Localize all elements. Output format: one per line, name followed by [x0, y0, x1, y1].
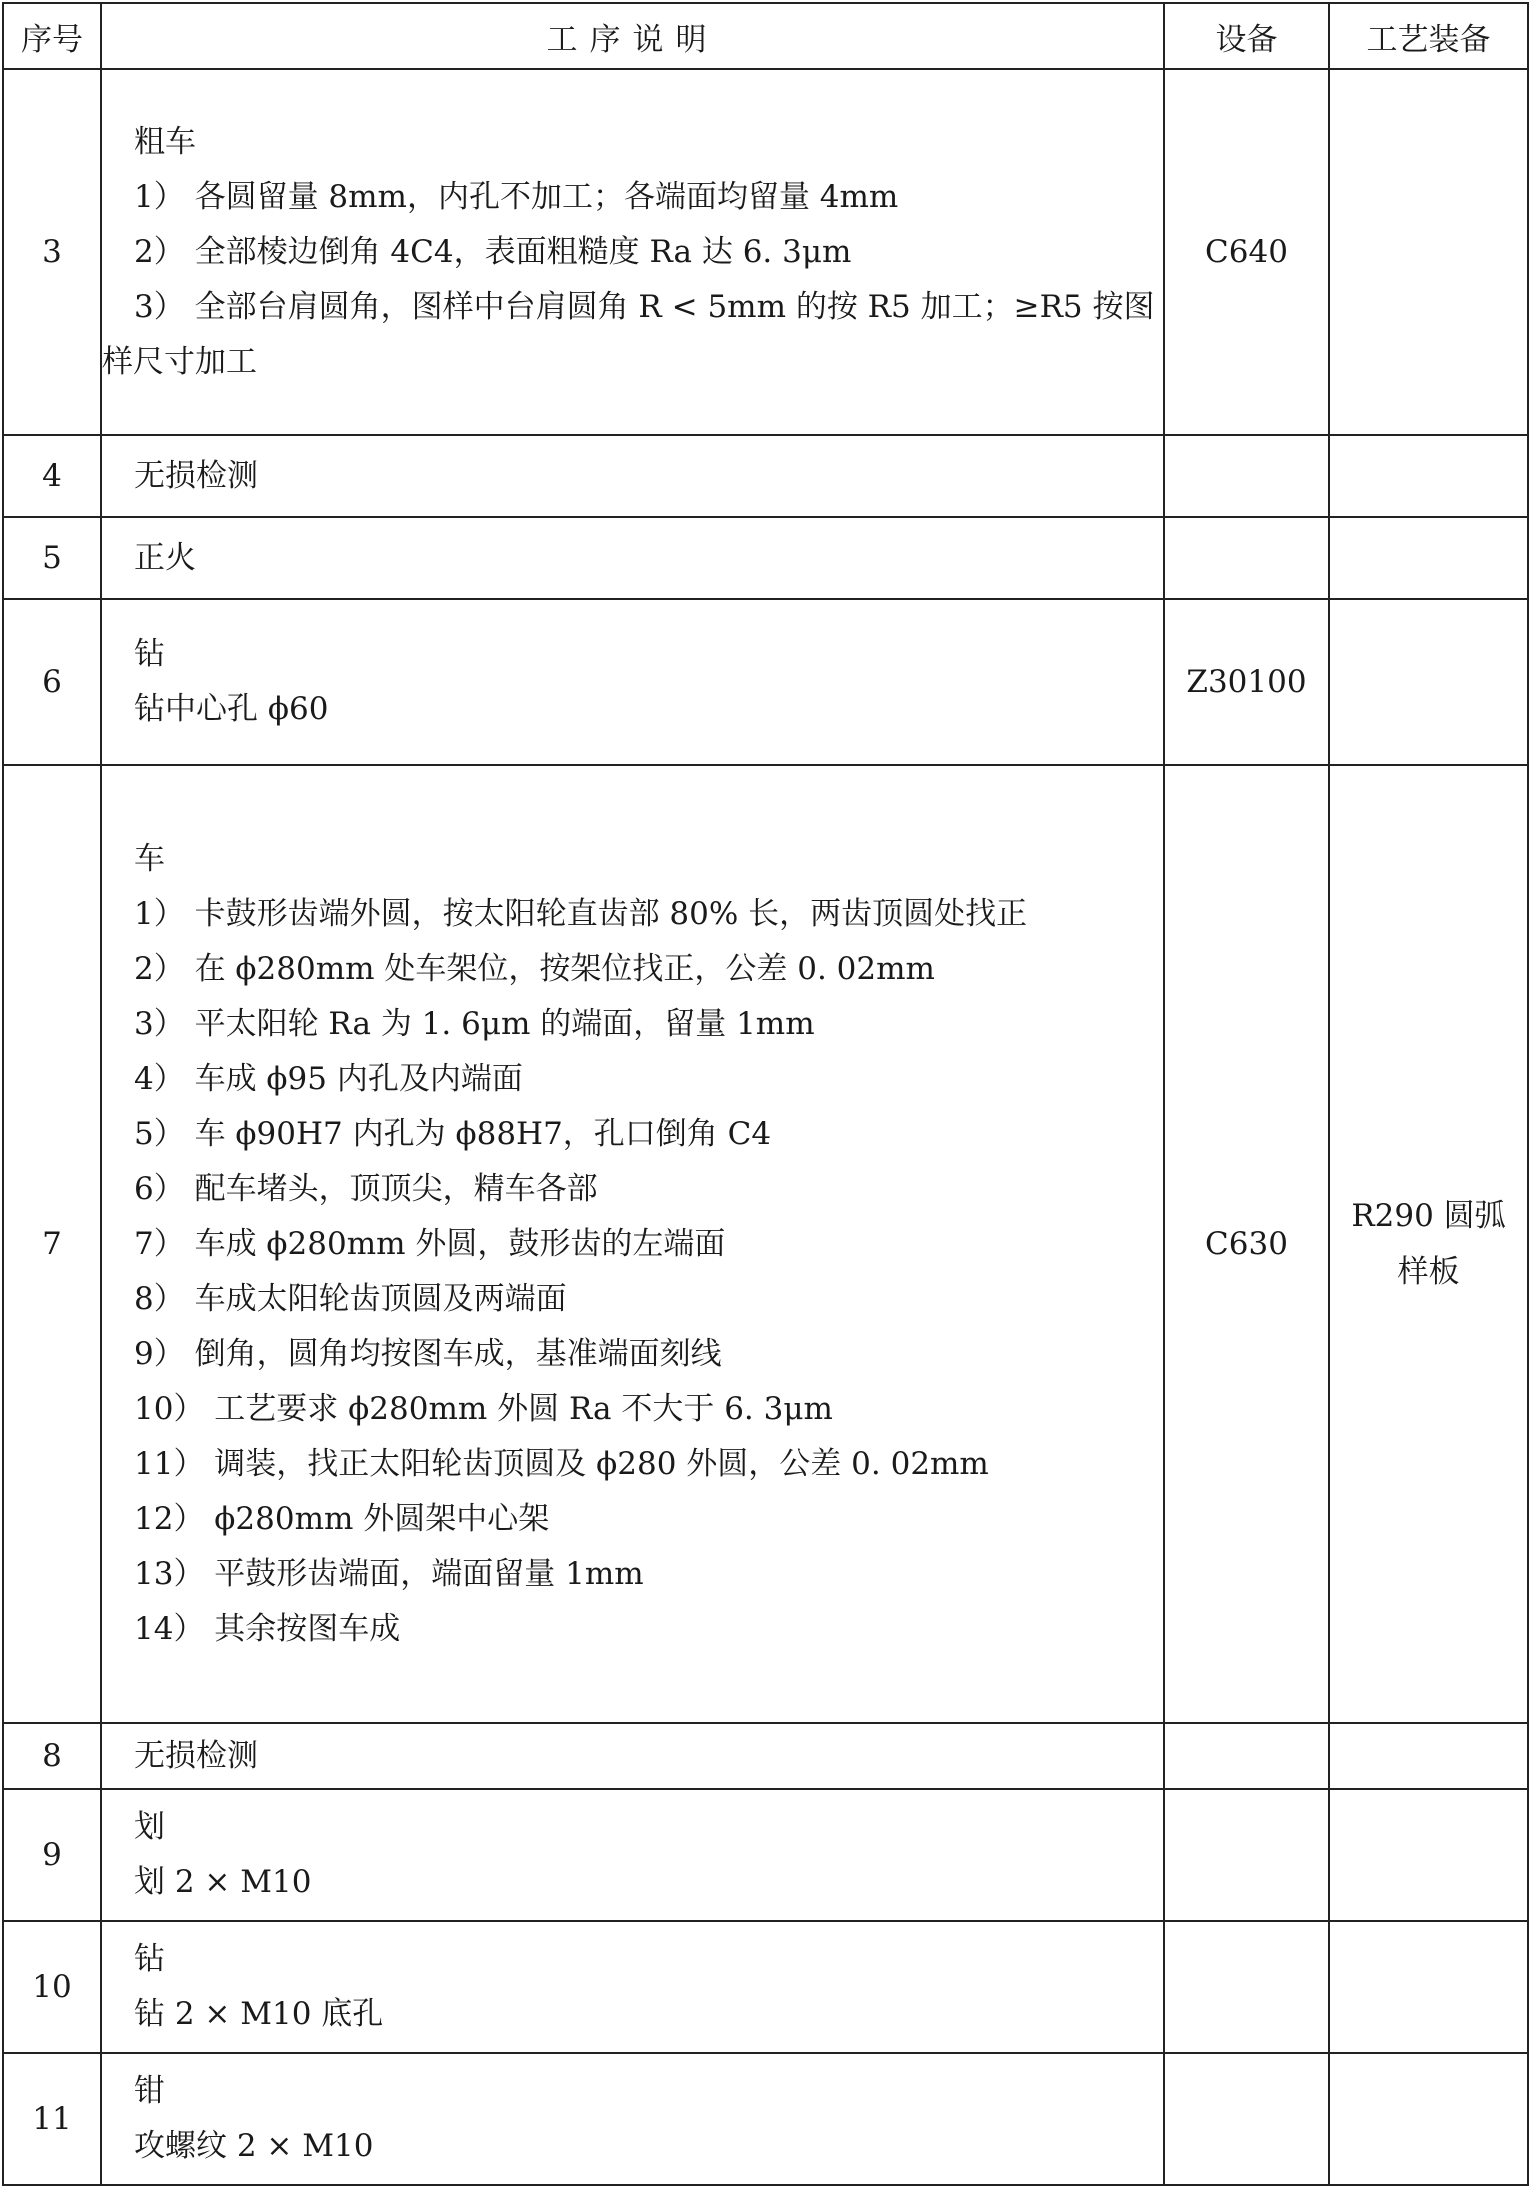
- tooling-line: R290 圆弧: [1351, 1198, 1506, 1234]
- step-title: 钳: [134, 2073, 165, 2109]
- step-title: 无损检测: [134, 457, 258, 494]
- step-line: 11） 调装，找正太阳轮齿顶圆及 ϕ280 外圆，公差 0. 02mm: [134, 1445, 989, 1482]
- equipment-cell: [1164, 517, 1329, 599]
- table-row: [3, 69, 1528, 435]
- step-title: 正火: [134, 539, 196, 576]
- step-number: 5: [3, 517, 101, 599]
- process-table: [2, 2, 1529, 2186]
- step-description: [101, 2053, 1164, 2185]
- table-header: [3, 3, 1528, 69]
- table-row: [3, 1921, 1528, 2053]
- step-title: 粗车: [134, 123, 196, 160]
- header-no: 序号: [3, 3, 101, 69]
- step-line: 13） 平鼓形齿端面，端面留量 1mm: [134, 1555, 644, 1592]
- step-title: 划: [134, 1809, 165, 1845]
- step-line: 钻中心孔 ϕ60: [134, 691, 329, 727]
- step-line: 1） 各圆留量 8mm，内孔不加工；各端面均留量 4mm: [134, 178, 899, 215]
- step-title: 钻: [134, 636, 165, 672]
- tooling-cell: [1329, 2053, 1528, 2185]
- step-number: 9: [3, 1789, 101, 1921]
- equipment-cell: [1164, 435, 1329, 517]
- tooling-cell: [1329, 1789, 1528, 1921]
- table-row: [3, 435, 1528, 517]
- step-number: 10: [3, 1921, 101, 2053]
- step-line: 5） 车 ϕ90H7 内孔为 ϕ88H7，孔口倒角 C4: [134, 1115, 772, 1152]
- step-number: 3: [3, 69, 101, 435]
- step-description: [101, 435, 1164, 517]
- step-number: 6: [3, 599, 101, 765]
- tooling-cell: [1329, 765, 1528, 1723]
- step-line: 6） 配车堵头，顶顶尖，精车各部: [134, 1170, 598, 1207]
- table-row: [3, 2053, 1528, 2185]
- step-description: [101, 1921, 1164, 2053]
- step-description: [101, 765, 1164, 1723]
- step-line: 划 2 × M10: [134, 1864, 312, 1900]
- equipment-cell: C630: [1164, 765, 1329, 1723]
- step-description: [101, 599, 1164, 765]
- equipment-cell: C640: [1164, 69, 1329, 435]
- tooling-line: 样板: [1397, 1254, 1460, 1290]
- table-row: [3, 517, 1528, 599]
- step-description: [101, 1723, 1164, 1789]
- step-line: 3） 平太阳轮 Ra 为 1. 6μm 的端面，留量 1mm: [134, 1005, 815, 1042]
- step-description: [101, 69, 1164, 435]
- tooling-cell: [1329, 435, 1528, 517]
- header-equipment: 设备: [1164, 3, 1329, 69]
- table-row: [3, 765, 1528, 1723]
- step-description: [101, 517, 1164, 599]
- step-title: 车: [134, 840, 165, 877]
- table-row: [3, 599, 1528, 765]
- header-tooling: 工艺装备: [1329, 3, 1528, 69]
- step-number: 8: [3, 1723, 101, 1789]
- step-line: 钻 2 × M10 底孔: [134, 1996, 384, 2032]
- step-number: 11: [3, 2053, 101, 2185]
- step-line: 2） 在 ϕ280mm 处车架位，按架位找正，公差 0. 02mm: [134, 950, 935, 987]
- step-line: 10） 工艺要求 ϕ280mm 外圆 Ra 不大于 6. 3μm: [134, 1390, 833, 1427]
- tooling-cell: [1329, 517, 1528, 599]
- equipment-cell: [1164, 1921, 1329, 2053]
- step-line: 8） 车成太阳轮齿顶圆及两端面: [134, 1280, 567, 1317]
- step-description: [101, 1789, 1164, 1921]
- step-line: 9） 倒角，圆角均按图车成，基准端面刻线: [134, 1335, 722, 1372]
- equipment-cell: [1164, 1789, 1329, 1921]
- step-line: 2） 全部棱边倒角 4C4，表面粗糙度 Ra 达 6. 3μm: [134, 233, 852, 270]
- tooling-cell: [1329, 599, 1528, 765]
- equipment-cell: [1164, 2053, 1329, 2185]
- step-line: 4） 车成 ϕ95 内孔及内端面: [134, 1060, 523, 1097]
- tooling-cell: [1329, 1921, 1528, 2053]
- step-line: 7） 车成 ϕ280mm 外圆，鼓形齿的左端面: [134, 1225, 726, 1262]
- step-line: 攻螺纹 2 × M10: [134, 2128, 374, 2164]
- step-line: 14） 其余按图车成: [134, 1610, 401, 1647]
- equipment-cell: Z30100: [1164, 599, 1329, 765]
- step-line: 12） ϕ280mm 外圆架中心架: [134, 1500, 550, 1537]
- step-line: 3） 全部台肩圆角，图样中台肩圆角 R < 5mm 的按 R5 加工；≥R5 按图样尺寸加工: [102, 288, 1155, 380]
- step-title: 无损检测: [134, 1737, 258, 1774]
- table-row: [3, 1789, 1528, 1921]
- table-row: [3, 1723, 1528, 1789]
- equipment-cell: [1164, 1723, 1329, 1789]
- step-line: 1） 卡鼓形齿端外圆，按太阳轮直齿部 80% 长，两齿顶圆处找正: [134, 895, 1028, 932]
- step-number: 7: [3, 765, 101, 1723]
- step-number: 4: [3, 435, 101, 517]
- step-title: 钻: [134, 1941, 165, 1977]
- header-description: 工序说明: [101, 3, 1164, 69]
- tooling-cell: [1329, 1723, 1528, 1789]
- tooling-cell: [1329, 69, 1528, 435]
